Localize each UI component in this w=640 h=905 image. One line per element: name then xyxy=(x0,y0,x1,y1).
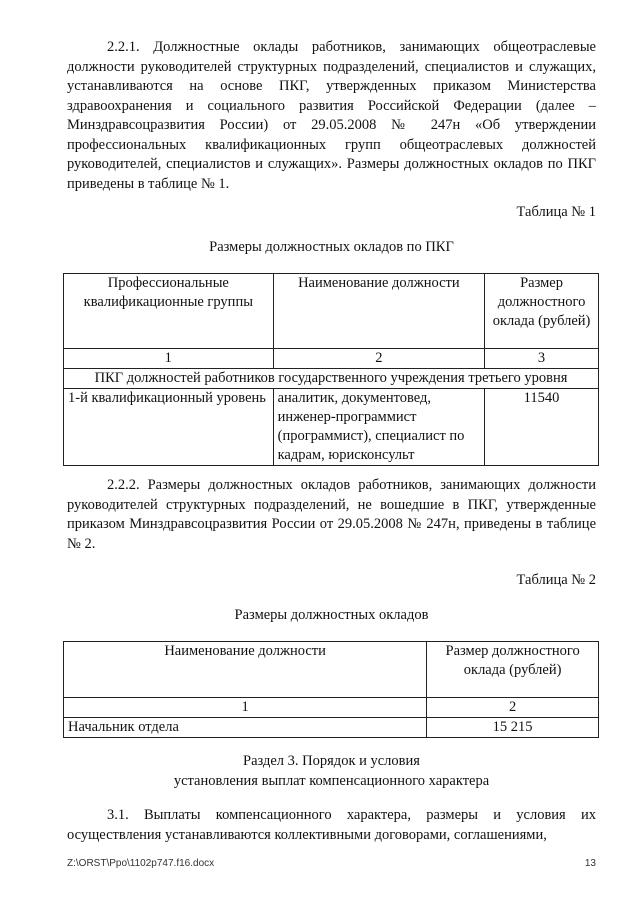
table2-label: Таблица № 2 xyxy=(516,572,596,588)
table-header-row xyxy=(64,642,599,698)
table-section-row xyxy=(64,369,599,389)
table1 xyxy=(63,273,599,466)
paragraph-2-2-1: 2.2.1. Должностные оклады работников, занимающих общеотраслевые должности руководителей структурных подразделений, специалистов и служащих, устанавливаются на основе ПКГ, утвержденных приказом Министерства здравоохранения и социального развития Российской Федерации (далее – Минздравсоцразвития России) от 29.05.2008 № 247н «Об утверждении профессиональных квалификационных групп общеотраслевых должностей руководителей, специалистов и служащих». Размеры должностных окладов по ПКГ приведены в таблице № 1. xyxy=(67,39,596,192)
section-cell: ПКГ должностей работников государственного учреждения третьего уровня xyxy=(64,369,599,389)
footer-file-path: Z:\ORST\Ppo\1102p747.f16.docx xyxy=(67,858,215,869)
table2 xyxy=(63,641,599,738)
header-cell: Наименование должности xyxy=(273,274,484,349)
number-cell: 1 xyxy=(64,349,274,369)
section-3-title xyxy=(67,752,596,791)
header-cell: Размер должностного оклада (рублей) xyxy=(427,642,599,698)
header-cell: Наименование должности xyxy=(64,642,427,698)
table2-title: Размеры должностных окладов xyxy=(234,607,429,623)
table1-title: Размеры должностных окладов по ПКГ xyxy=(209,239,454,255)
positions-cell: аналитик, документовед, инженер-программист (программист), специалист по кадрам, юрисконсульт xyxy=(273,389,484,466)
table-number-row xyxy=(64,349,599,369)
position-cell: Начальник отдела xyxy=(64,718,427,738)
number-cell: 2 xyxy=(427,698,599,718)
table-header-row xyxy=(64,274,599,349)
number-cell: 1 xyxy=(64,698,427,718)
number-cell: 3 xyxy=(485,349,599,369)
paragraph-2-2-2: 2.2.2. Размеры должностных окладов работников, занимающих должности руководителей структурных подразделений, не вошедшие в ПКГ, утвержденные приказом Минздравсоцразвития России от 29.05.2008 № 247н, приведены в таблице № 2. xyxy=(67,477,596,552)
section-3-line2: установления выплат компенсационного характера xyxy=(173,772,490,789)
table-row xyxy=(64,718,599,738)
table-row xyxy=(64,389,599,466)
header-cell: Профессиональные квалификационные группы xyxy=(64,274,274,349)
table1-label: Таблица № 1 xyxy=(516,204,596,220)
group-cell: 1-й квалификационный уровень xyxy=(64,389,274,466)
paragraph-3-1: 3.1. Выплаты компенсационного характера, размеры и условия их осуществления устанавливаются коллективными договорами, соглашениями, xyxy=(67,807,596,843)
number-cell: 2 xyxy=(273,349,484,369)
section-3-line1: Раздел 3. Порядок и условия xyxy=(243,753,420,769)
salary-cell: 11540 xyxy=(485,389,599,466)
table-number-row xyxy=(64,698,599,718)
header-cell: Размер должностного оклада (рублей) xyxy=(485,274,599,349)
page-number: 13 xyxy=(584,858,596,869)
salary-cell: 15 215 xyxy=(427,718,599,738)
